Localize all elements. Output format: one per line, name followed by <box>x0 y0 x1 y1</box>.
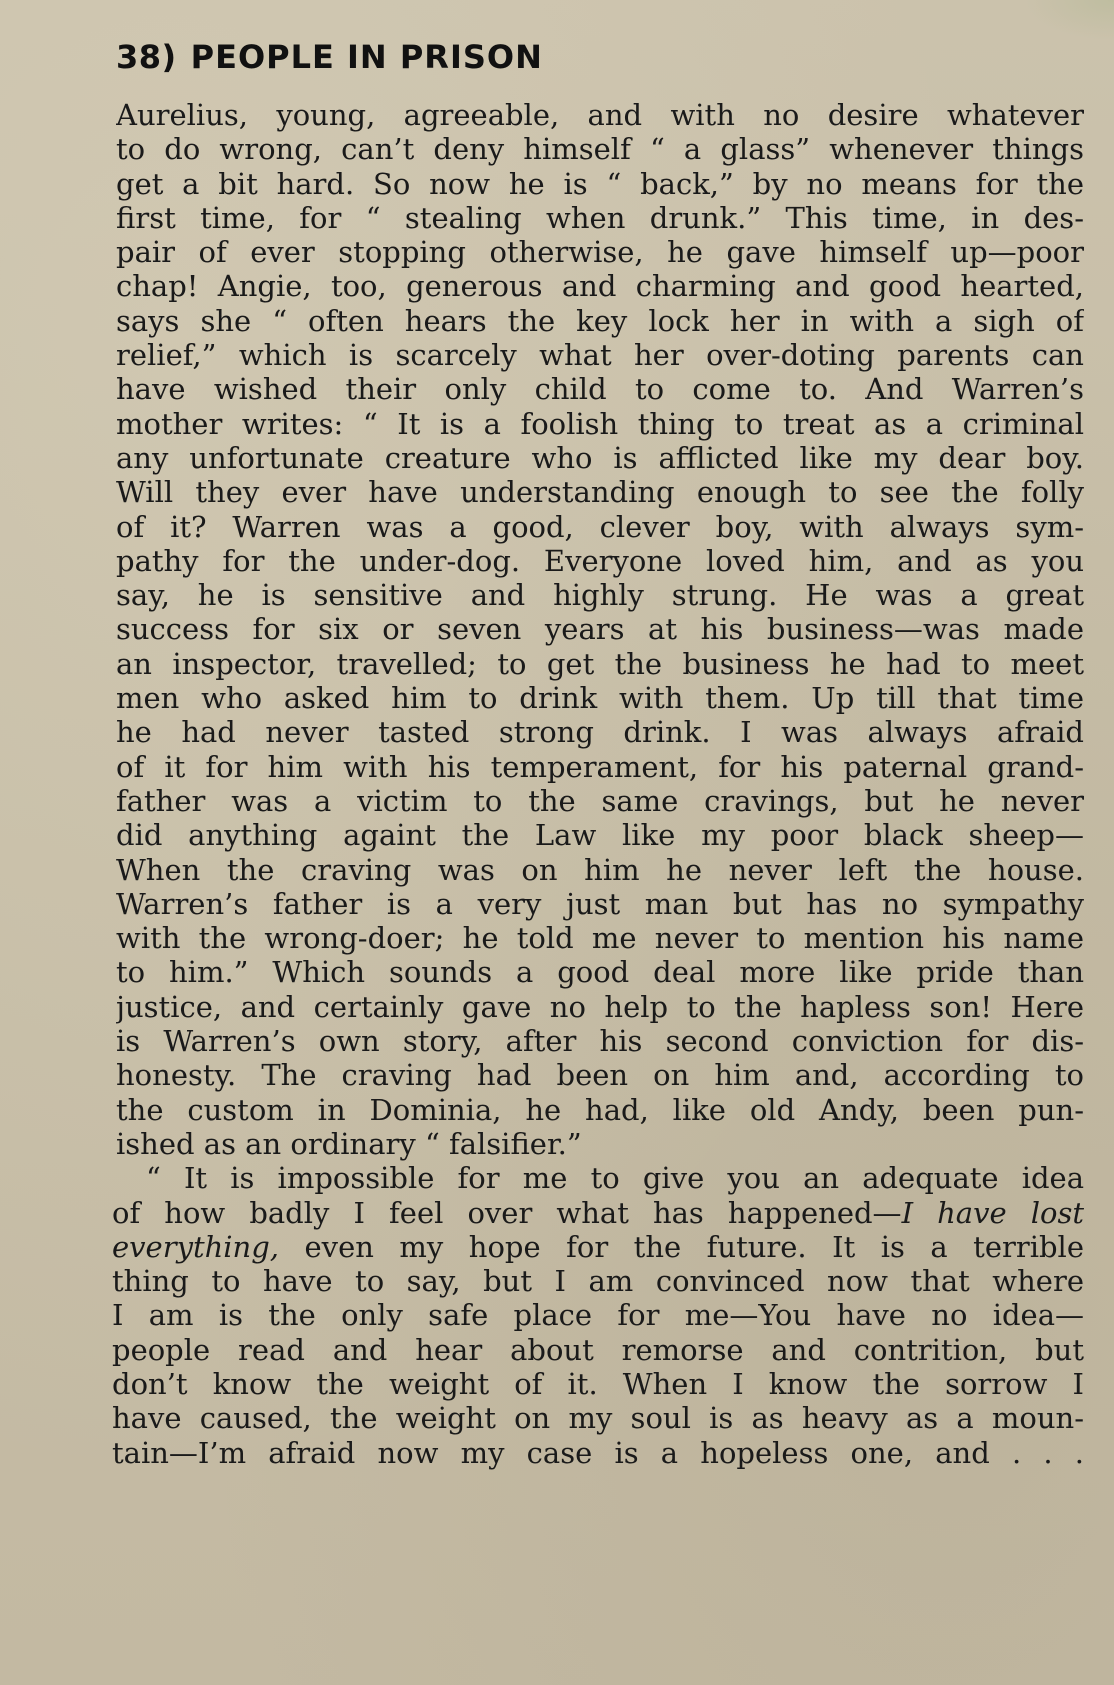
text-line: have wished their only child to come to. And Warren’s <box>116 372 1084 407</box>
text-line: the custom in Dominia, he had, like old Andy, been pun- <box>116 1092 1084 1127</box>
text-line: chap! Angie, too, generous and charming and good hearted, <box>116 269 1084 304</box>
body-text <box>112 98 1084 1470</box>
text-line: father was a victim to the same cravings, but he never <box>116 783 1084 818</box>
text-line: says she “ often hears the key lock her in with a sigh of <box>116 303 1084 338</box>
text-line: pathy for the under-dog. Everyone loved him, and as you <box>116 543 1084 578</box>
text-line: of it for him with his temperament, for his paternal grand- <box>116 749 1084 784</box>
text-line: did anything againt the Law like my poor black sheep— <box>116 818 1084 853</box>
text-line: men who asked him to drink with them. Up till that time <box>116 681 1084 716</box>
quote-line: don’t know the weight of it. When I know the sorrow I <box>112 1366 1084 1401</box>
text-line: get a bit hard. So now he is “ back,” by no means for the <box>116 166 1084 201</box>
text-line: mother writes: “ It is a foolish thing to treat as a criminal <box>116 406 1084 441</box>
quote-line: tain—I’m afraid now my case is a hopeless one, and . . . <box>112 1435 1084 1470</box>
quote-text: of how badly I feel over what has happened— <box>112 1195 902 1230</box>
book-title: PEOPLE IN PRISON <box>190 38 543 76</box>
text-line: success for six or seven years at his business—was made <box>116 612 1084 647</box>
text-line: any unfortunate creature who is afflicted like my dear boy. <box>116 440 1084 475</box>
quote-line: I am is the only safe place for me—You have no idea— <box>112 1298 1084 1333</box>
text-line: to do wrong, can’t deny himself “ a glass” whenever things <box>116 132 1084 167</box>
text-line: Warren’s father is a very just man but has no sympathy <box>116 886 1084 921</box>
quote-line: thing to have to say, but I am convinced now that where <box>112 1264 1084 1299</box>
quote-text: even my hope for the future. It is a terrible <box>279 1229 1084 1264</box>
quote-line: have caused, the weight on my soul is as heavy as a moun- <box>112 1401 1084 1436</box>
text-line: an inspector, travelled; to get the business he had to meet <box>116 646 1084 681</box>
text-line: he had never tasted strong drink. I was always afraid <box>116 715 1084 750</box>
text-line: When the craving was on him he never left the house. <box>116 852 1084 887</box>
text-line: first time, for “ stealing when drunk.” This time, in des- <box>116 200 1084 235</box>
paragraph-end-line: ished as an ordinary “ falsifier.” <box>116 1126 582 1161</box>
quote-emphasis: I have lost <box>901 1195 1084 1230</box>
quote-line <box>112 1196 1084 1230</box>
text-line: honesty. The craving had been on him and, according to <box>116 1058 1084 1093</box>
text-line: is Warren’s own story, after his second conviction for dis- <box>116 1024 1084 1059</box>
text-line: justice, and certainly gave no help to the hapless son! Here <box>116 989 1084 1024</box>
text-line: with the wrong-doer; he told me never to mention his name <box>116 921 1084 956</box>
quote-first-line: “ It is impossible for me to give you an adequate idea <box>146 1161 1084 1196</box>
quote-line: people read and hear about remorse and contrition, but <box>112 1332 1084 1367</box>
text-line: Will they ever have understanding enough to see the folly <box>116 475 1084 510</box>
running-head <box>116 38 543 76</box>
text-line: to him.” Which sounds a good deal more like pride than <box>116 955 1084 990</box>
page-number: 38) <box>116 38 177 76</box>
text-line: pair of ever stopping otherwise, he gave himself up—poor <box>116 235 1084 270</box>
text-line: of it? Warren was a good, clever boy, with always sym- <box>116 509 1084 544</box>
text-line: Aurelius, young, agreeable, and with no desire whatever <box>116 98 1084 132</box>
page-stain <box>1024 0 1114 40</box>
quote-emphasis: everything, <box>112 1229 280 1264</box>
text-line: say, he is sensitive and highly strung. He was a great <box>116 578 1084 613</box>
quote-line <box>112 1230 1084 1264</box>
text-line: relief,” which is scarcely what her over-doting parents can <box>116 338 1084 373</box>
